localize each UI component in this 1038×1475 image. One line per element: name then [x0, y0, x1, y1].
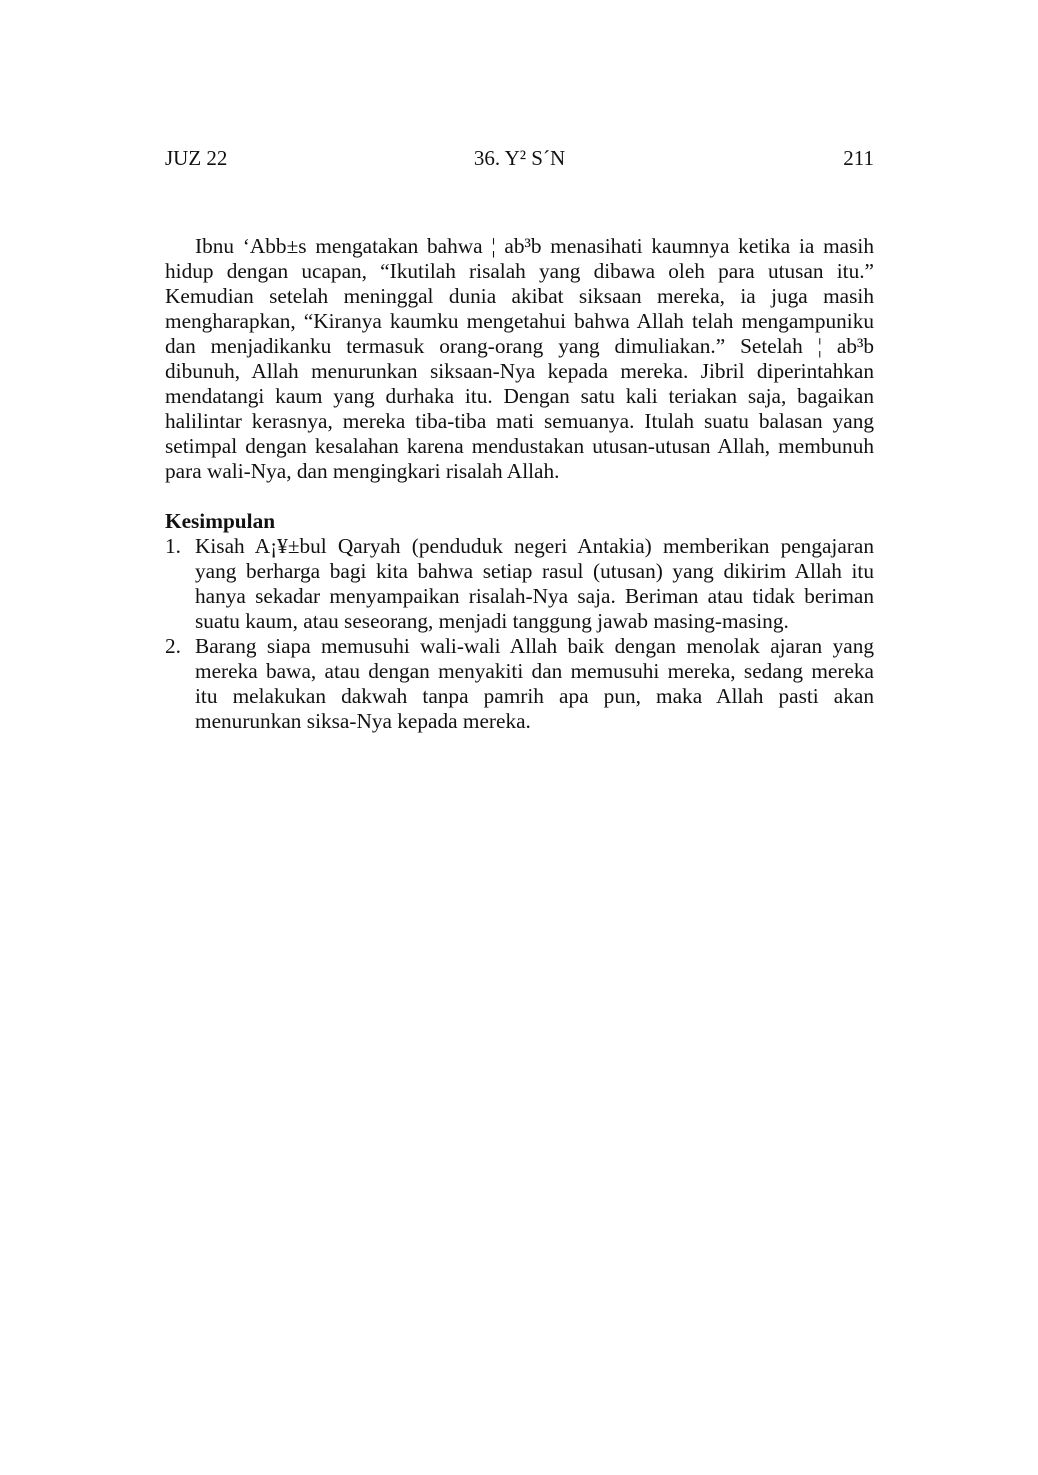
- page-number: 211: [843, 146, 874, 170]
- list-item: [165, 634, 874, 734]
- section-heading-kesimpulan: Kesimpulan: [165, 509, 276, 533]
- list-item-text: Barang siapa memusuhi wali-wali Allah baik dengan menolak ajaran yang mereka bawa, atau dengan menyakiti dan memusuhi mereka, sedang mereka itu melakukan dakwah tanpa pamrih apa pun, maka Allah pasti akan menurunkan siksa-Nya kepada mereka.: [195, 634, 874, 733]
- list-item-text: Kisah A¡¥±bul Qaryah (penduduk negeri Antakia) memberikan pengajaran yang berharga bagi kita bahwa setiap rasul (utusan) yang dikirim Allah itu hanya sekadar menyampaikan risalah-Nya saja. Beriman atau tidak beriman suatu kaum, atau seseorang, menjadi tanggung jawab masing-masing.: [195, 534, 874, 633]
- list-item-number: 2.: [165, 634, 181, 658]
- body-paragraph: Ibnu ‘Abb±s mengatakan bahwa ¦ ab³b menasihati kaumnya ketika ia masih hidup dengan ucapan, “Ikutilah risalah yang dibawa oleh para utusan itu.” Kemudian setelah meninggal dunia akibat siksaan mereka, ia juga masih mengharapkan, “Kiranya kaumku mengetahui bahwa Allah telah mengampuniku dan menjadikanku termasuk orang-orang yang dimuliakan.” Setelah ¦ ab³b dibunuh, Allah menurunkan siksaan-Nya kepada mereka. Jibril diperintahkan mendatangi kaum yang durhaka itu. Dengan satu kali teriakan saja, bagaikan halilintar kerasnya, mereka tiba-tiba mati semuanya. Itulah suatu balasan yang setimpal dengan kesalahan karena mendustakan utusan-utusan Allah, membunuh para wali-Nya, dan mengingkari risalah Allah.: [165, 234, 874, 483]
- juz-label: JUZ 22: [165, 146, 228, 170]
- main-content: [165, 234, 874, 734]
- list-item: [165, 534, 874, 634]
- surah-title: 36. Y² S´N: [473, 146, 566, 170]
- running-header: [165, 144, 874, 172]
- list-item-number: 1.: [165, 534, 181, 558]
- conclusion-list: [165, 534, 874, 734]
- document-page: [165, 0, 874, 1475]
